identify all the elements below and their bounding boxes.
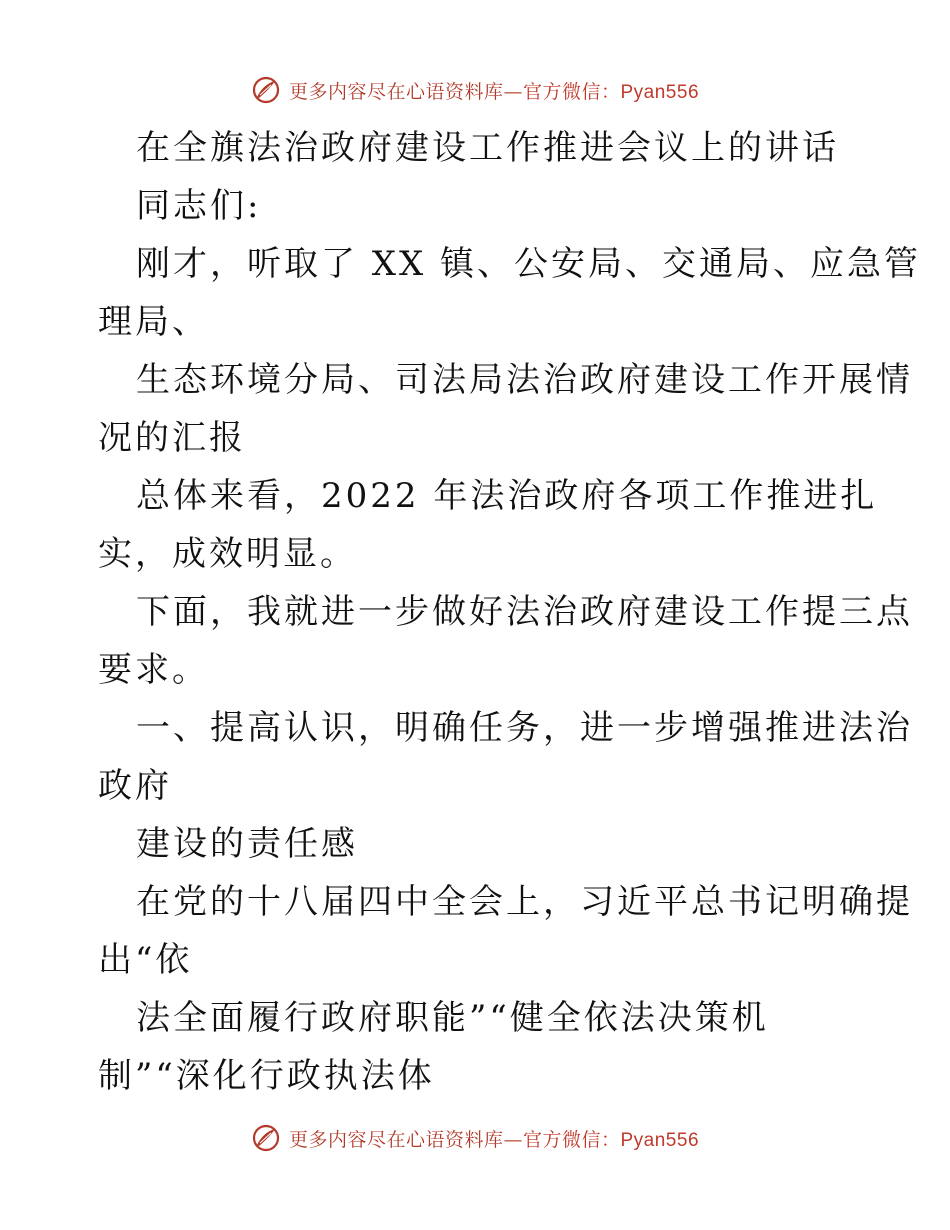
paragraph-line: 刚才，听取了 XX 镇、公安局、交通局、应急管 [136, 244, 922, 284]
document-title: 在全旗法治政府建设工作推进会议上的讲话 [136, 128, 839, 168]
header-watermark [0, 70, 950, 110]
section-heading-line: 一、提高认识，明确任务，进一步增强推进法治 [136, 708, 913, 748]
quill-logo-icon [251, 75, 281, 105]
paragraph-line: 同志们: [136, 186, 262, 226]
watermark-text: 更多内容尽在心语资料库—官方微信：Pyan556 [288, 80, 700, 103]
section-heading-line: 政府 [98, 766, 172, 806]
paragraph-line: 况的汇报 [98, 418, 246, 458]
paragraph-line: 生态环境分局、司法局法治政府建设工作开展情 [136, 360, 913, 400]
paragraph-line: 理局、 [98, 302, 209, 342]
paragraph-line: 法全面履行政府职能”“健全依法决策机 [136, 998, 769, 1038]
paragraph-line: 实，成效明显。 [98, 534, 357, 574]
footer-watermark [0, 1118, 950, 1158]
section-heading-line: 建设的责任感 [136, 824, 358, 864]
paragraph-line: 要求。 [98, 650, 209, 690]
paragraph-line: 在党的十八届四中全会上，习近平总书记明确提 [136, 882, 913, 922]
paragraph-line: 总体来看，2022 年法治政府各项工作推进扎 [136, 476, 878, 516]
watermark-text: 更多内容尽在心语资料库—官方微信：Pyan556 [288, 1128, 700, 1151]
paragraph-line: 下面，我就进一步做好法治政府建设工作提三点 [136, 592, 913, 632]
paragraph-line: 制”“深化行政执法体 [98, 1056, 435, 1096]
quill-logo-icon [251, 1123, 281, 1153]
paragraph-line: 出“依 [98, 940, 193, 980]
